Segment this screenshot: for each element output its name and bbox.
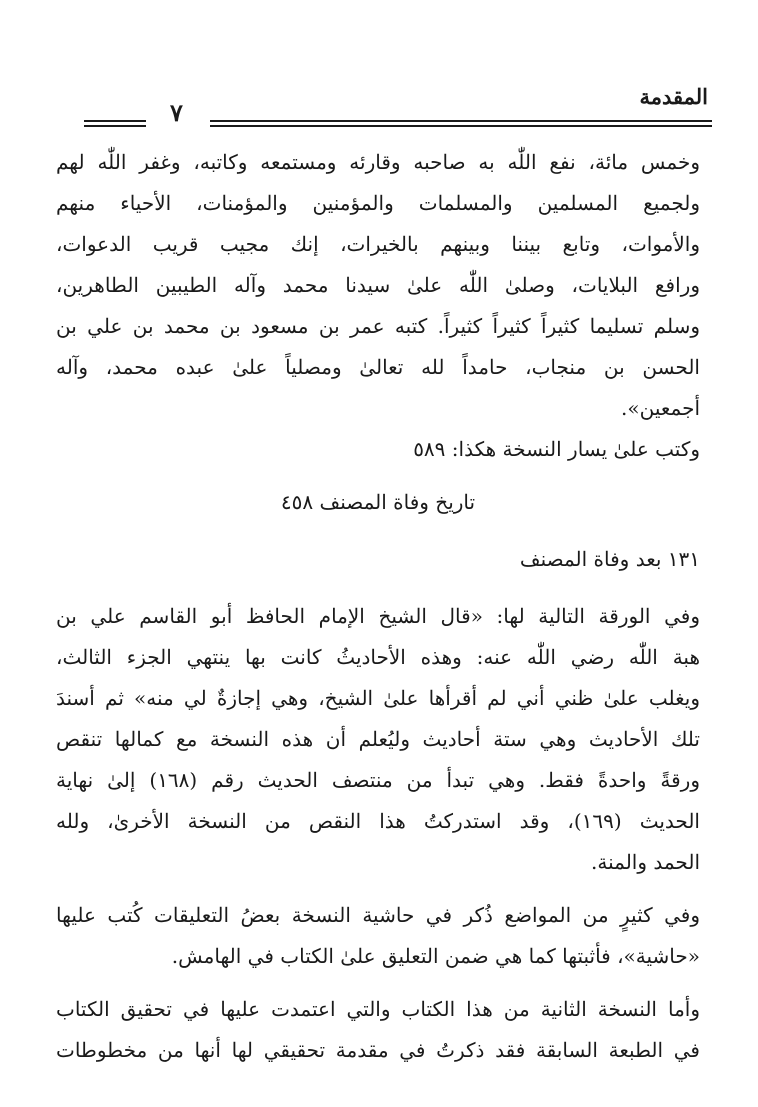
running-title: المقدمة [639, 84, 708, 109]
text-line: تاريخ وفاة المصنف ٤٥٨ [280, 490, 476, 514]
spacer [56, 977, 700, 989]
text-line: وسلم تسليما كثيراً كثيراً كثيراً. كتبه عمر بن مسعود بن محمد بن علي بن [56, 314, 700, 338]
text-line: وأما النسخة الثانية من هذا الكتاب والتي اعتمدت عليها في تحقيق الكتاب [56, 997, 700, 1021]
header-rule-right [210, 120, 712, 127]
text-line: الحسن بن منجاب، حامداً لله تعالىٰ ومصلياً علىٰ عبده محمد، وآله [56, 355, 700, 379]
text-line: «حاشية»، فأثبتها كما هي ضمن التعليق علىٰ الكتاب في الهامش. [171, 944, 700, 968]
paragraph-6 [56, 895, 700, 977]
text-line: ولجميع المسلمين والمسلمات والمؤمنين والمؤمنات، الأحياء منهم [56, 191, 700, 215]
page-number: ٧ [170, 98, 183, 127]
spacer [56, 883, 700, 895]
spacer [56, 470, 700, 482]
text-line: في الطبعة السابقة فقد ذكرتُ في مقدمة تحقيقي لها أنها من مخطوطات [56, 1038, 700, 1062]
paragraph-2 [56, 429, 700, 470]
text-line: الحديث (١٦٩)، وقد استدركتُ هذا النقص من النسخة الأخرىٰ، ولله [56, 809, 700, 833]
text-line: ويغلب علىٰ ظني أني لم أقرأها علىٰ الشيخ، وهي إجازةٌ لي منه» ثم أسندَ [56, 686, 700, 710]
text-line: ورافع البلايات، وصلىٰ اللّٰه علىٰ سيدنا محمد وآله الطيبين الطاهرين، [56, 273, 700, 297]
spacer [56, 523, 700, 539]
spacer [56, 580, 700, 596]
text-line: والأموات، وتابع بيننا وبينهم بالخيرات، إنك مجيب قريب الدعوات، [56, 232, 700, 256]
paragraph-3 [56, 482, 700, 523]
paragraph-5 [56, 596, 700, 883]
text-line: ١٣١ بعد وفاة المصنف [519, 547, 700, 571]
text-line: وكتب علىٰ يسار النسخة هكذا: ٥٨٩ [413, 437, 700, 461]
header-rule-left [84, 120, 146, 127]
paragraph-1 [56, 142, 700, 429]
text-line: ورقةً واحدةً فقط. وهي تبدأ من منتصف الحديث رقم (١٦٨) إلىٰ نهاية [56, 768, 700, 792]
paragraph-4 [56, 539, 700, 580]
text-line: وفي كثيرٍ من المواضع ذُكر في حاشية النسخة بعضُ التعليقات كُتب عليها [56, 903, 700, 927]
text-line: وفي الورقة التالية لها: «قال الشيخ الإمام الحافظ أبو القاسم علي بن [56, 604, 700, 628]
text-line: هبة اللّٰه رضي اللّٰه عنه: وهذه الأحاديثُ كانت بها ينتهي الجزء الثالث، [56, 645, 700, 669]
text-line: تلك الأحاديث وهي ستة أحاديث وليُعلم أن هذه النسخة مع كمالها تنقص [56, 727, 700, 751]
paragraph-7 [56, 989, 700, 1071]
text-line: أجمعين». [621, 396, 700, 420]
text-line: وخمس مائة، نفع اللّٰه به صاحبه وقارئه ومستمعه وكاتبه، وغفر اللّٰه لهم [56, 150, 700, 174]
text-line: الحمد والمنة. [591, 850, 700, 874]
body-text [56, 142, 700, 1071]
page-header [82, 82, 714, 132]
